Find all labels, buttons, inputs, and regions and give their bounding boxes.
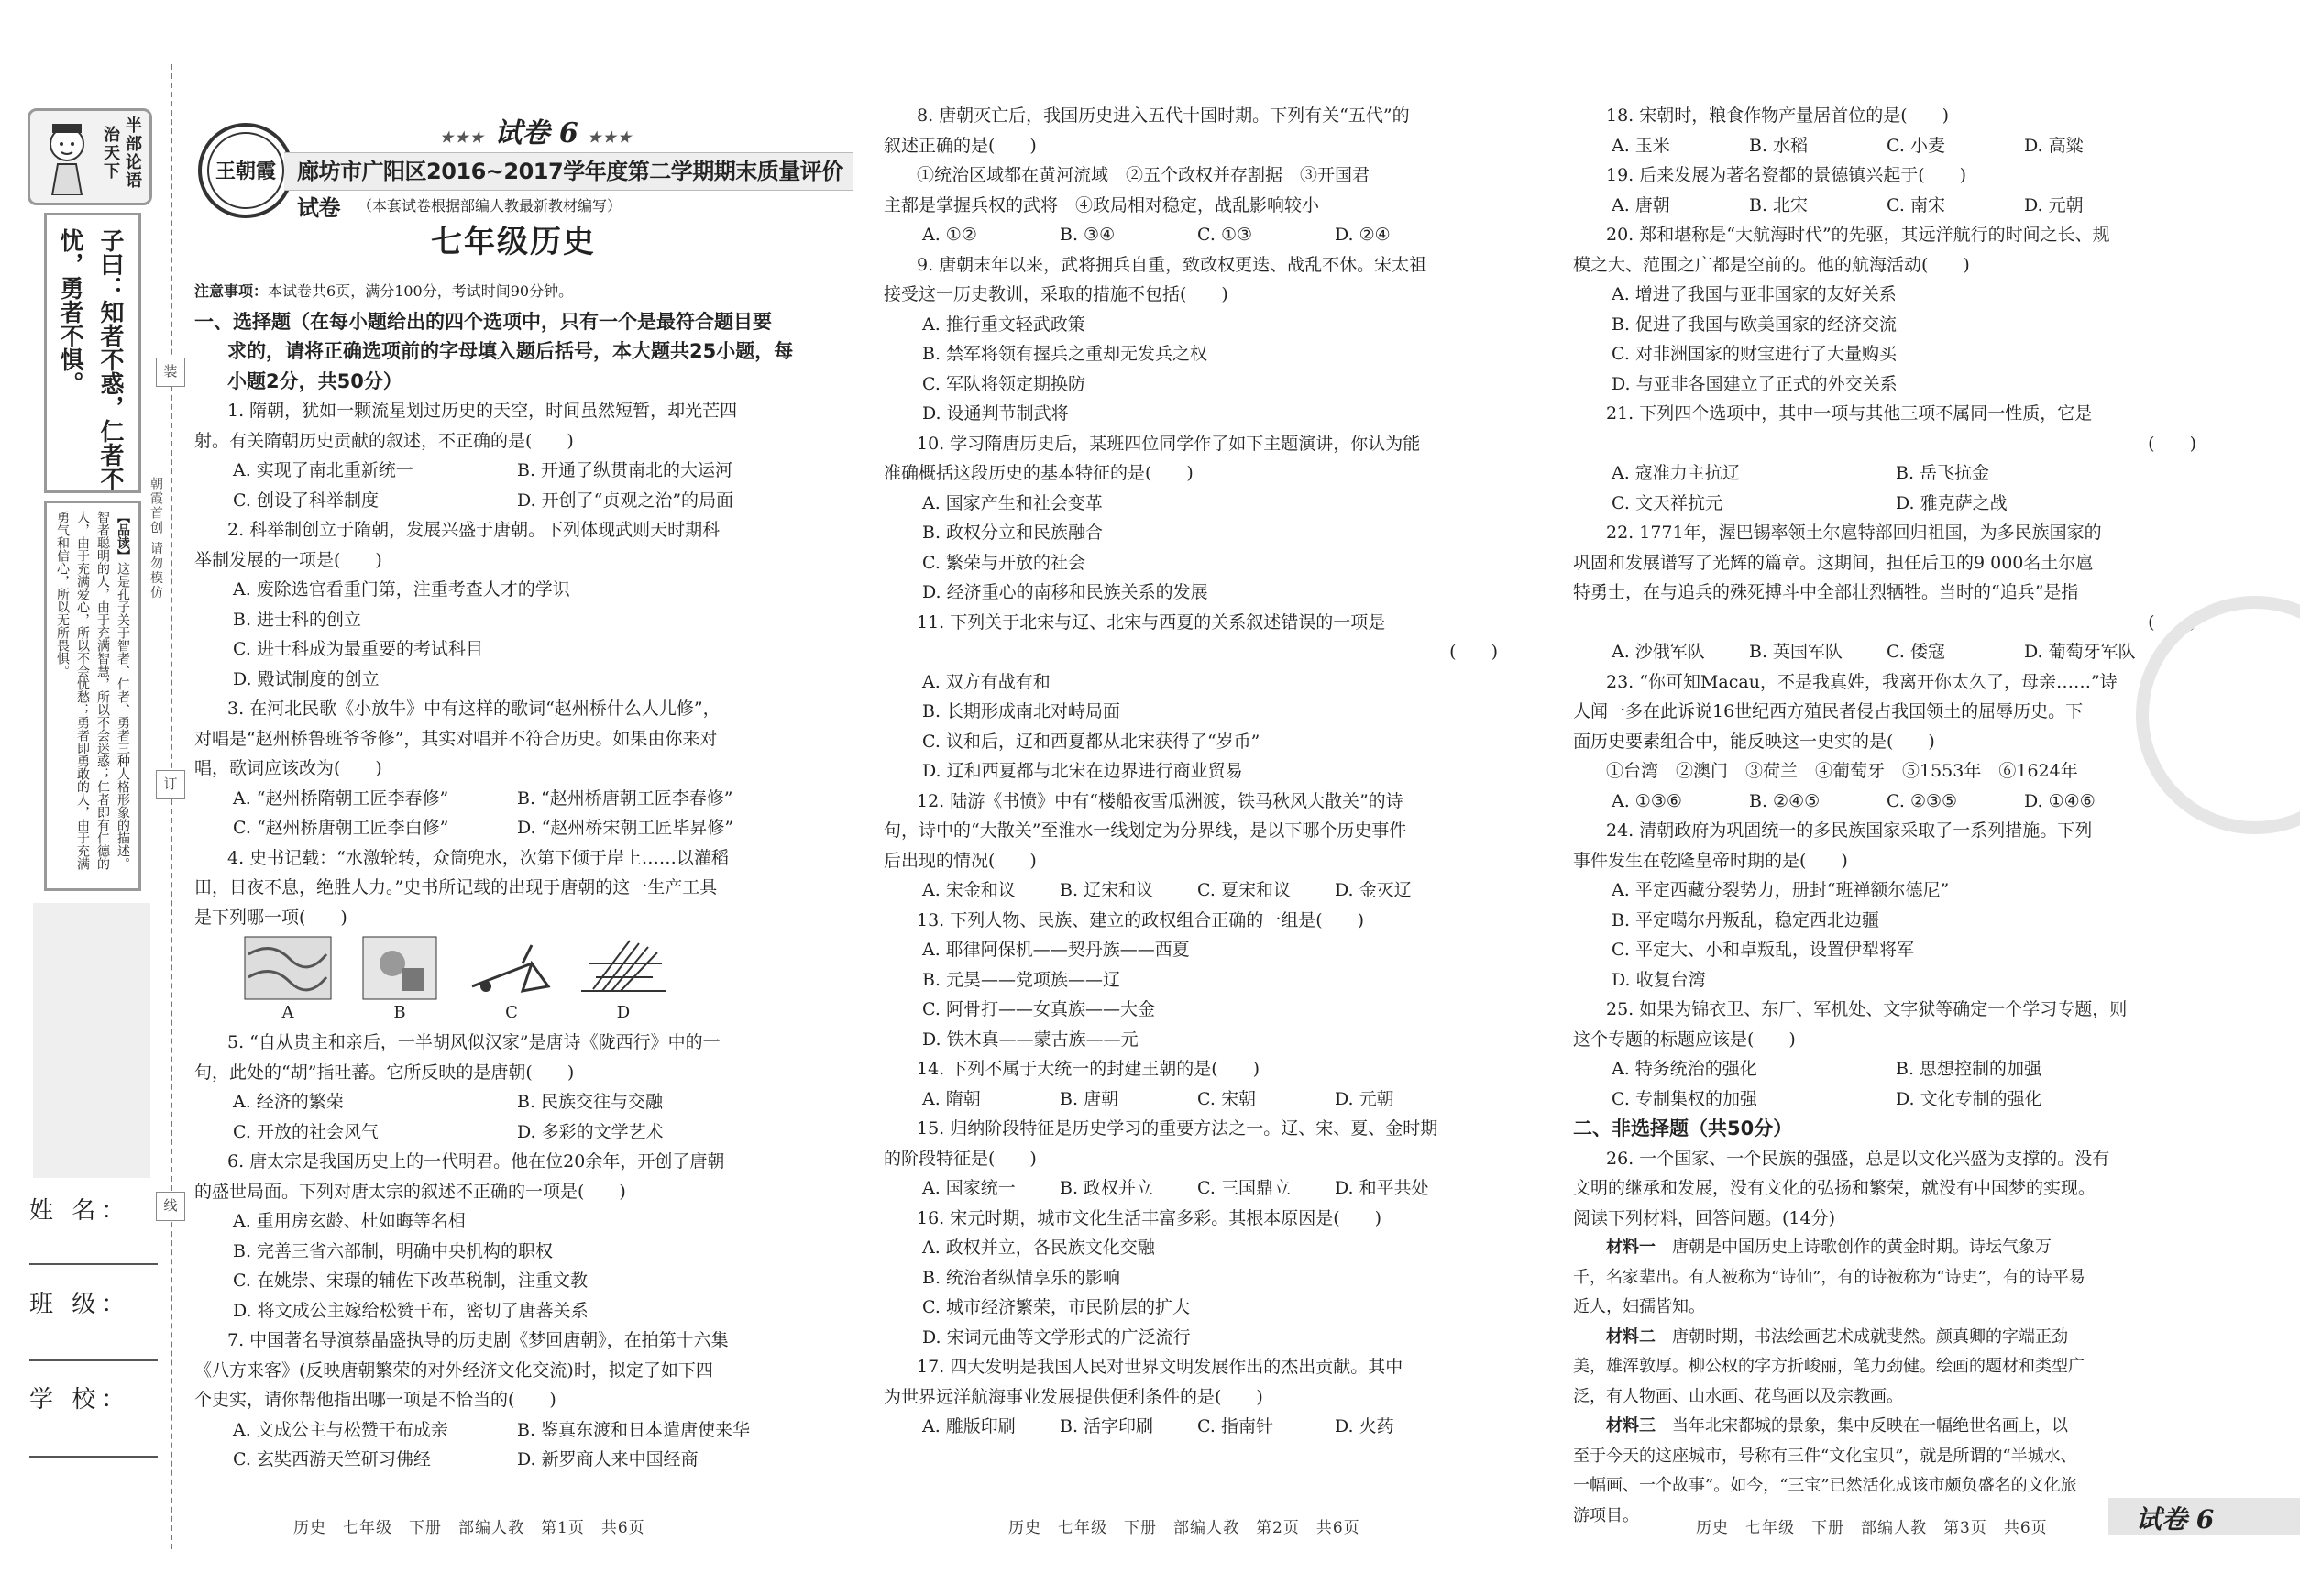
option-item[interactable]: D. 元朝	[2024, 194, 2084, 215]
option-item[interactable]: A. 沙俄军队	[1612, 642, 1705, 662]
question-stem: 8. 唐朝灭亡后，我国历史进入五代十国时期。下列有关“五代”的	[917, 105, 1410, 126]
option-item[interactable]: C. 宋朝	[1197, 1088, 1256, 1109]
question-stem: 21. 下列四个选项中，其中一项与其他三项不属同一性质，它是	[1606, 403, 2093, 424]
option-item[interactable]: C. 南宋	[1887, 194, 1945, 215]
cut-mark-3: 线	[156, 1192, 185, 1221]
option-item[interactable]: C. 议和后，辽和西夏都从北宋获得了“岁币”	[922, 731, 1260, 752]
question-stem: 3. 在河北民歌《小放牛》中有这样的歌词“赵州桥什么人儿修”，	[227, 699, 721, 719]
option-item[interactable]: D. ①④⑥	[2024, 790, 2096, 811]
option-row	[884, 1173, 1507, 1204]
material-line	[1573, 1471, 2206, 1502]
option-item[interactable]: A. 政权并立，各民族文化交融	[922, 1238, 1155, 1258]
pindu-title: 【品读】	[116, 511, 130, 562]
exam-number	[440, 110, 633, 150]
exam-title: 廊坊市广阳区2016~2017学年度第二学期期末质量评价试卷	[297, 159, 843, 221]
option-item[interactable]: A. 双方有战有和	[922, 671, 1051, 692]
question-text: 《八方来客》(反映唐朝繁荣的对外经济文化交流)时，拟定了如下四	[194, 1359, 713, 1381]
option-row	[194, 486, 818, 516]
option-item[interactable]: B. 禁军将领有握兵之重却无发兵之权	[922, 344, 1208, 364]
pindu-text	[52, 511, 133, 877]
question-text: 句，此处的“胡”指吐蕃。它所反映的是唐朝( )	[194, 1062, 575, 1083]
question-text: 接受这一历史教训，采取的措施不包括( )	[884, 284, 1228, 304]
material-text: 当年北宋都城的景象，集中反映在一幅绝世名画上，以	[1672, 1416, 2068, 1436]
option-item[interactable]: A. 玉米	[1612, 135, 1670, 156]
option-item[interactable]: C. ①③	[1197, 225, 1253, 245]
quote-box	[44, 213, 141, 493]
water-wheel-icon	[579, 936, 667, 1000]
question-stem: 1. 隋朝，犹如一颗流星划过历史的天空，时间虽然短暂，却光芒四	[227, 401, 738, 421]
option-item[interactable]: B. ②④⑤	[1749, 790, 1821, 811]
option-item[interactable]: D. 火药	[1335, 1416, 1394, 1436]
footer-exam-tag	[2108, 1498, 2300, 1535]
question-text: 主都是掌握兵权的武将 ④政局相对稳定，战乱影响较小	[884, 194, 1320, 215]
option-item[interactable]: A. ①②	[922, 225, 977, 245]
q4-image-d[interactable]	[579, 936, 667, 1022]
option-item[interactable]: A. 特务统治的强化	[1612, 1059, 1757, 1079]
question-stem: 22. 1771年，渥巴锡率领土尔扈特部回归祖国，为多民族国家的	[1606, 523, 2102, 543]
material-label: 材料一	[1606, 1238, 1656, 1257]
question-stem: 13. 下列人物、民族、建立的政权组合正确的一组是( )	[917, 909, 1365, 930]
question-text: 面历史要素组合中，能反映这一史实的是( )	[1573, 731, 1935, 752]
section1-line1: 一、选择题（在每小题给出的四个选项中，只有一个是最符合题目要	[194, 310, 772, 333]
option-row	[1573, 1054, 2206, 1084]
question-stem: 11. 下列关于北宋与辽、北宋与西夏的关系叙述错误的一项是	[917, 611, 1386, 633]
option-item[interactable]: C. ②③⑤	[1887, 790, 1958, 811]
option-row	[1573, 131, 2206, 161]
stars-icon: ★★★	[440, 128, 486, 146]
exam-subtitle: （本套试卷根据部编人教最新教材编写）	[358, 197, 622, 215]
material-line	[1573, 1233, 2206, 1263]
material-text: 至于今天的这座城市，号称有三件“文化宝贝”，就是所谓的“半城水、	[1573, 1446, 2077, 1466]
option-row	[1573, 458, 2206, 489]
option-item[interactable]: C. 阿骨打——女真族——大金	[922, 999, 1155, 1019]
option-item[interactable]: C. 开放的社会风气	[233, 1121, 379, 1142]
materials	[1573, 1233, 2206, 1531]
footer-page2: 历史 七年级 下册 部编人教 第2页 共6页	[1008, 1519, 1360, 1537]
material-line	[1573, 1293, 2206, 1323]
q26-line1: 26. 一个国家、一个民族的强盛，总是以文化兴盛为支撑的。没有	[1606, 1148, 2110, 1169]
col1-questions	[194, 396, 818, 932]
brand-logo	[198, 123, 293, 218]
material-text: 美，雄浑敦厚。柳公权的字方折峻丽，笔力劲健。绘画的题材和类型广	[1573, 1357, 2085, 1376]
option-item[interactable]: B. 开通了纵贯南北的大运河	[517, 460, 733, 480]
quote-left: 忧，勇者不惧。	[56, 228, 83, 395]
option-item[interactable]: D. 元朝	[1335, 1088, 1394, 1109]
question-text: 人闻一多在此诉说16世纪西方殖民者侵占我国领土的屈辱历史。下	[1573, 701, 2084, 721]
option-item[interactable]: A. 寇准力主抗辽	[1612, 463, 1740, 483]
option-item[interactable]: C. 夏宋和议	[1197, 880, 1291, 900]
option-item[interactable]: C. 军队将领定期换防	[922, 373, 1085, 394]
option-item[interactable]: B. 活字印刷	[1060, 1416, 1154, 1436]
option-item[interactable]: B. 长期形成南北对峙局面	[922, 701, 1121, 721]
question-stem: 16. 宋元时期，城市文化生活丰富多彩。其根本原因是( )	[917, 1207, 1382, 1228]
option-row	[194, 784, 818, 814]
option-item[interactable]: C. 城市经济繁荣，市民阶层的扩大	[922, 1297, 1190, 1317]
option-row	[1573, 637, 2206, 667]
option-item[interactable]: B. 政权分立和民族融合	[922, 523, 1104, 543]
option-item[interactable]: D. 收复台湾	[1612, 969, 1706, 990]
option-item[interactable]: C. 繁荣与开放的社会	[922, 552, 1085, 573]
subject-title: 七年级历史	[431, 224, 596, 260]
name-field[interactable]	[29, 1192, 158, 1239]
section1-line2: 求的，请将正确选项前的字母填入题后括号，本大题共25小题，每	[227, 340, 794, 362]
material-label: 材料二	[1606, 1326, 1656, 1347]
material-text: 唐朝是中国历史上诗歌创作的黄金时期。诗坛气象万	[1672, 1238, 2052, 1257]
option-row	[1573, 489, 2206, 519]
question-text: 田，日夜不息，绝胜人力。”史书所记载的出现于唐朝的这一生产工具	[194, 877, 718, 897]
question-stem: 10. 学习隋唐历史后，某班四位同学作了如下主题演讲，你认为能	[917, 433, 1421, 454]
option-item[interactable]: C. 对非洲国家的财宝进行了大量购买	[1612, 344, 1897, 364]
q4-images	[194, 936, 818, 1028]
option-item[interactable]: A. 重用房玄龄、杜如晦等名相	[233, 1211, 466, 1231]
option-item[interactable]: C. 倭寇	[1887, 642, 1945, 662]
material-text: 千，名家辈出。有人被称为“诗仙”，有的诗被称为“诗史”，有的诗平易	[1573, 1267, 2085, 1287]
col3-questions	[1573, 101, 2206, 1114]
option-item[interactable]: B. 进士科的创立	[233, 609, 362, 630]
q4-image-a[interactable]	[244, 936, 332, 1022]
exam-header	[193, 101, 853, 284]
option-item[interactable]: A. 文成公主与松赞干布成亲	[233, 1419, 448, 1440]
question-stem: 20. 郑和堪称是“大航海时代”的先驱，其远洋航行的时间之长、规	[1606, 225, 2110, 245]
option-item[interactable]: B. 促进了我国与欧美国家的经济交流	[1612, 314, 1898, 335]
option-item[interactable]: B. 统治者纵情享乐的影响	[922, 1267, 1121, 1288]
option-item[interactable]: D. 与亚非各国建立了正式的外交关系	[1612, 373, 1898, 394]
carving-icon	[356, 936, 444, 1000]
class-field-line	[29, 1334, 158, 1361]
question-text: 这个专题的标题应该是( )	[1573, 1029, 1796, 1050]
option-item[interactable]: B. 唐朝	[1060, 1088, 1119, 1109]
exam-label: 试卷 6	[494, 117, 578, 149]
question-text: 为世界远洋航海事业发展提供便利条件的是( )	[884, 1386, 1263, 1407]
option-item[interactable]: B. 完善三省六部制，明确中央机构的职权	[233, 1240, 554, 1261]
q26-line3: 阅读下列材料，回答问题。(14分)	[1573, 1207, 1836, 1228]
option-item[interactable]: B. 岳飞抗金	[1896, 463, 1990, 483]
question-stem: 25. 如果为锦衣卫、东厂、军机处、文字狱等确定一个学习专题，则	[1606, 999, 2128, 1019]
option-item[interactable]: C. 小麦	[1887, 135, 1945, 156]
option-row	[884, 1412, 1507, 1442]
option-item[interactable]: B. “赵州桥唐朝工匠李春修”	[517, 787, 733, 809]
question-stem: 19. 后来发展为著名瓷都的景德镇兴起于( )	[1606, 165, 1967, 185]
option-item[interactable]: B. 平定噶尔丹叛乱，稳定西北边疆	[1612, 909, 1880, 930]
option-item[interactable]: A. 平定西藏分裂势力，册封“班禅额尔德尼”	[1612, 880, 1950, 900]
question-text: 是下列哪一项( )	[194, 907, 347, 928]
section1-line3: 小题2分，共50分）	[227, 369, 402, 392]
option-item[interactable]: D. ②④	[1335, 225, 1391, 245]
question-stem: 9. 唐朝末年以来，武将拥兵自重，致政权更迭、战乱不休。宋太祖	[917, 254, 1427, 275]
question-stem: 23. “你可知Macau，不是我真姓，我离开你太久了，母亲……”诗	[1606, 671, 2118, 692]
q4-label-c: C	[505, 1002, 518, 1022]
option-item[interactable]: A. “赵州桥隋朝工匠李春修”	[233, 787, 449, 809]
option-item[interactable]: C. 专制集权的加强	[1612, 1088, 1757, 1109]
question-text: 射。有关隋朝历史贡献的叙述，不正确的是( )	[194, 430, 574, 451]
question-text: 事件发生在乾隆皇帝时期的是( )	[1573, 850, 1848, 871]
material-text: 一幅画、一个故事”。如今，“三宝”已然活化成该市颇负盛名的文化旅	[1573, 1476, 2077, 1495]
option-item[interactable]: A. 唐朝	[1612, 194, 1670, 215]
scholar-icon	[39, 118, 94, 195]
question-stem: 14. 下列不属于大统一的封建王朝的是( )	[917, 1059, 1260, 1079]
option-item[interactable]: A. 国家统一	[922, 1178, 1016, 1198]
q4-image-c[interactable]	[468, 936, 556, 1022]
notice	[194, 277, 818, 307]
footer-tag-text: 试卷 6	[2136, 1504, 2215, 1535]
option-item[interactable]: A. 耶律阿保机——契丹族——西夏	[922, 940, 1190, 960]
option-row	[194, 1117, 818, 1148]
option-row	[194, 813, 818, 843]
option-item[interactable]: D. 雅克萨之战	[1896, 492, 2008, 513]
question-stem: 18. 宋朝时，粮食作物产量居首位的是( )	[1606, 105, 1950, 126]
strip-phrase-2: 治天下	[101, 126, 120, 181]
option-row	[194, 1445, 818, 1475]
question-text: 后出现的情况( )	[884, 850, 1037, 871]
material-line	[1573, 1263, 2206, 1293]
material-line	[1573, 1382, 2206, 1413]
option-item[interactable]: D. 经济重心的南移和民族关系的发展	[922, 582, 1208, 602]
question-item: ①统治区域都在黄河流域 ②五个政权并存割据 ③开国君	[917, 165, 1370, 185]
option-item[interactable]: B. 元昊——党项族——辽	[922, 969, 1121, 990]
q4-label-b: B	[393, 1002, 406, 1022]
option-item[interactable]: A. 雕版印刷	[922, 1416, 1016, 1436]
material-line	[1573, 1412, 2206, 1442]
option-item[interactable]: A. 经济的繁荣	[233, 1092, 344, 1112]
option-item[interactable]: D. 铁木真——蒙古族——元	[922, 1029, 1139, 1050]
option-item[interactable]: A. 国家产生和社会变革	[922, 492, 1103, 513]
option-row	[194, 1087, 818, 1117]
option-item[interactable]: D. 殿试制度的创立	[233, 668, 380, 689]
option-item[interactable]: B. ③④	[1060, 225, 1116, 245]
question-item: ①台湾 ②澳门 ③荷兰 ④葡萄牙 ⑤1553年 ⑥1624年	[1606, 761, 2078, 781]
question-stem: 5. “自从贵主和亲后，一半胡风似汉家”是唐诗《陇西行》中的一	[227, 1032, 721, 1052]
question-stem: 24. 清朝政府为巩固统一的多民族国家采取了一系列措施。下列	[1606, 820, 2093, 841]
strip-shade	[33, 903, 150, 1178]
material-line	[1573, 1442, 2206, 1472]
cut-mark-2: 订	[156, 770, 185, 799]
question-text: 模之大、范围之广都是空前的。他的航海活动( )	[1573, 254, 1970, 275]
option-item[interactable]: A. 推行重文轻武政策	[922, 314, 1085, 335]
material-line	[1573, 1323, 2206, 1353]
school-label: 学 校：	[29, 1386, 131, 1414]
question-text: 唱，歌词应该改为( )	[194, 758, 382, 778]
material-text: 泛，有人物画、山水画、花鸟画以及宗教画。	[1573, 1386, 1903, 1406]
side-vertical-text: 朝霞首创 请勿模仿	[149, 477, 163, 600]
col1-questions-b	[194, 1028, 818, 1475]
pindu-box	[44, 501, 141, 891]
question-text: 的阶段特征是( )	[884, 1148, 1037, 1169]
material-label: 材料三	[1606, 1416, 1656, 1436]
q4-label-d: D	[616, 1002, 631, 1022]
q26-line2: 文明的继承和发展，没有文化的弘扬和繁荣，就没有中国梦的实现。	[1573, 1178, 2096, 1198]
question-text: 巩固和发展谱写了光辉的篇章。这期间，担任后卫的9 000名土尔扈	[1573, 552, 2094, 573]
option-item[interactable]: B. 辽宋和议	[1060, 880, 1154, 900]
option-item[interactable]: D. 多彩的文学艺术	[517, 1121, 664, 1142]
option-item[interactable]: C. 平定大、小和卓叛乱，设置伊犁将军	[1612, 940, 1914, 960]
option-row	[194, 1415, 818, 1446]
option-item[interactable]: A. 实现了南北重新统一	[233, 460, 413, 480]
option-item[interactable]: B. 北宋	[1749, 194, 1809, 215]
option-item[interactable]: C. 在姚崇、宋璟的辅佐下改革税制，注重文教	[233, 1271, 588, 1291]
option-item[interactable]: C. 创设了科举制度	[233, 490, 379, 511]
column-2	[884, 101, 1507, 1442]
option-item[interactable]: C. “赵州桥唐朝工匠李白修”	[233, 818, 449, 838]
option-item[interactable]: A. 增进了我国与亚非国家的友好关系	[1612, 284, 1897, 304]
class-field[interactable]	[29, 1285, 158, 1333]
column-1	[194, 277, 818, 1475]
option-item[interactable]: D. 宋词元曲等文学形式的广泛流行	[922, 1326, 1191, 1348]
option-item[interactable]: B. 思想控制的加强	[1896, 1059, 2042, 1079]
option-item[interactable]: B. 水稻	[1749, 135, 1809, 156]
option-item[interactable]: D. 金灭辽	[1335, 880, 1412, 900]
question-text: 举制发展的一项是( )	[194, 549, 382, 570]
school-field[interactable]	[29, 1381, 158, 1428]
q4-image-b[interactable]	[356, 936, 444, 1022]
question-text: 特勇士，在与追兵的殊死搏斗中全部壮烈牺牲。当时的“追兵”是指	[1573, 582, 2079, 602]
section2-title: 二、非选择题（共50分）	[1573, 1117, 1793, 1139]
option-row	[884, 875, 1507, 906]
material-text: 游项目。	[1573, 1505, 1639, 1525]
question-text: 叙述正确的是( )	[884, 135, 1037, 156]
brand-logo-text: 王朝霞	[207, 132, 284, 209]
option-item[interactable]: D. 高粱	[2024, 135, 2084, 156]
question-text: 的盛世局面。下列对唐太宗的叙述不正确的一项是( )	[194, 1181, 626, 1202]
notice-label: 注意事项：	[194, 282, 269, 300]
option-row	[1573, 191, 2206, 221]
pindu-body: 这是孔子关于智者、仁者、勇者三种人格形象的描述。智者聪明的人，由于充满智慧，所以不会迷惑；仁者即有仁德的人，由于充满爱心，所以不会忧愁；勇者即勇敢的人，由于充满勇气和信心，所以无所畏惧。	[55, 511, 130, 870]
question-text: 对唱是“赵州桥鲁班爷爷修”，其实对唱并不符合历史。如果由你来对	[194, 728, 718, 749]
option-row	[1573, 1084, 2206, 1115]
question-stem: 15. 归纳阶段特征是历史学习的重要方法之一。辽、宋、夏、金时期	[917, 1118, 1438, 1139]
option-item[interactable]: B. 政权并立	[1060, 1178, 1154, 1198]
option-item[interactable]: A. ①③⑥	[1612, 790, 1682, 811]
option-item[interactable]: C. 玄奘西游天竺研习佛经	[233, 1449, 431, 1469]
material-text: 近人，妇孺皆知。	[1573, 1297, 1705, 1316]
question-stem: 6. 唐太宗是我国历史上的一代明君。他在位20余年，开创了唐朝	[227, 1151, 725, 1172]
option-item[interactable]: A. 宋金和议	[922, 880, 1016, 900]
option-item[interactable]: D. 设通判节制武将	[922, 403, 1069, 424]
quote-right: 子曰：知者不惑，仁者不	[96, 228, 124, 490]
option-row	[1573, 787, 2206, 817]
q4-label-a: A	[281, 1002, 294, 1022]
option-item[interactable]: D. 新罗商人来中国经商	[517, 1449, 699, 1469]
school-field-line	[29, 1430, 158, 1458]
option-item[interactable]: B. 鉴真东渡和日本遣唐使来华	[517, 1419, 751, 1440]
option-item[interactable]: A. 隋朝	[922, 1088, 981, 1109]
option-row	[884, 1084, 1507, 1115]
option-item[interactable]: D. 文化专制的强化	[1896, 1088, 2042, 1109]
name-field-line	[29, 1238, 158, 1265]
option-row	[194, 456, 818, 486]
question-stem: 2. 科举制创立于隋朝，发展兴盛于唐朝。下列体现武则天时期科	[227, 520, 721, 540]
option-item[interactable]: C. 三国鼎立	[1197, 1178, 1291, 1198]
option-item[interactable]: D. “赵州桥宋朝工匠毕昇修”	[517, 818, 734, 838]
answer-bracket: ( )	[2148, 611, 2196, 633]
binding-line	[171, 64, 172, 1549]
side-strip	[0, 0, 179, 1596]
question-stem: 12. 陆游《书愤》中有“楼船夜雪瓜洲渡，铁马秋风大散关”的诗	[917, 790, 1403, 811]
footer-page3: 历史 七年级 下册 部编人教 第3页 共6页	[1696, 1519, 2048, 1537]
class-label: 班 级：	[29, 1291, 131, 1318]
option-item[interactable]: D. 葡萄牙军队	[2024, 642, 2136, 662]
name-label: 姓 名：	[29, 1197, 131, 1225]
stars-icon: ★★★	[588, 128, 633, 146]
option-item[interactable]: D. 将文成公主嫁给松赞干布，密切了唐蕃关系	[233, 1300, 589, 1321]
col2-questions	[884, 101, 1507, 1442]
question-text: 句，诗中的“大散关”至淮水一线划定为分界线，是以下哪个历史事件	[884, 820, 1407, 841]
strip-phrase-1: 半部论语	[123, 116, 142, 190]
question-stem: 17. 四大发明是我国人民对世界文明发展作出的杰出贡献。其中	[917, 1357, 1403, 1377]
question-stem: 7. 中国著名导演蔡晶盛执导的历史剧《梦回唐朝》，在拍第十六集	[227, 1330, 729, 1350]
question-text: 准确概括这段历史的基本特征的是( )	[884, 463, 1194, 483]
column-3	[1573, 101, 2206, 1531]
footer-page1: 历史 七年级 下册 部编人教 第1页 共6页	[293, 1519, 645, 1537]
material-line	[1573, 1352, 2206, 1382]
option-item[interactable]: C. 文天祥抗元	[1612, 492, 1722, 513]
question-text: 个史实，请你帮他指出哪一项是不恰当的( )	[194, 1390, 556, 1410]
option-item[interactable]: C. 指南针	[1197, 1416, 1273, 1436]
option-item[interactable]: B. 英国军队	[1749, 642, 1843, 662]
option-item[interactable]: B. 民族交往与交融	[517, 1092, 664, 1112]
question-stem: 4. 史书记载：“水激轮转，众筒兜水，次第下倾于岸上……以灌稻	[227, 847, 729, 868]
option-row	[884, 220, 1507, 250]
answer-bracket: ( )	[2148, 433, 2196, 454]
strip-emblem	[28, 108, 152, 205]
field-painting-icon	[244, 936, 332, 1000]
option-item[interactable]: D. 和平共处	[1335, 1178, 1429, 1198]
option-item[interactable]: D. 辽和西夏都与北宋在边界进行商业贸易	[922, 761, 1243, 781]
material-text: 唐朝时期，书法绘画艺术成就斐然。颜真卿的字端正劲	[1672, 1326, 2068, 1347]
answer-bracket: ( )	[1449, 642, 1498, 662]
notice-text: 本试卷共6页，满分100分，考试时间90分钟。	[268, 282, 574, 300]
plough-icon	[468, 936, 556, 1000]
option-item[interactable]: C. 进士科成为最重要的考试科目	[233, 639, 483, 659]
cut-mark-1: 装	[156, 358, 185, 387]
option-item[interactable]: D. 开创了“贞观之治”的局面	[517, 490, 734, 511]
option-item[interactable]: A. 废除选官看重门第，注重考查人才的学识	[233, 579, 570, 600]
